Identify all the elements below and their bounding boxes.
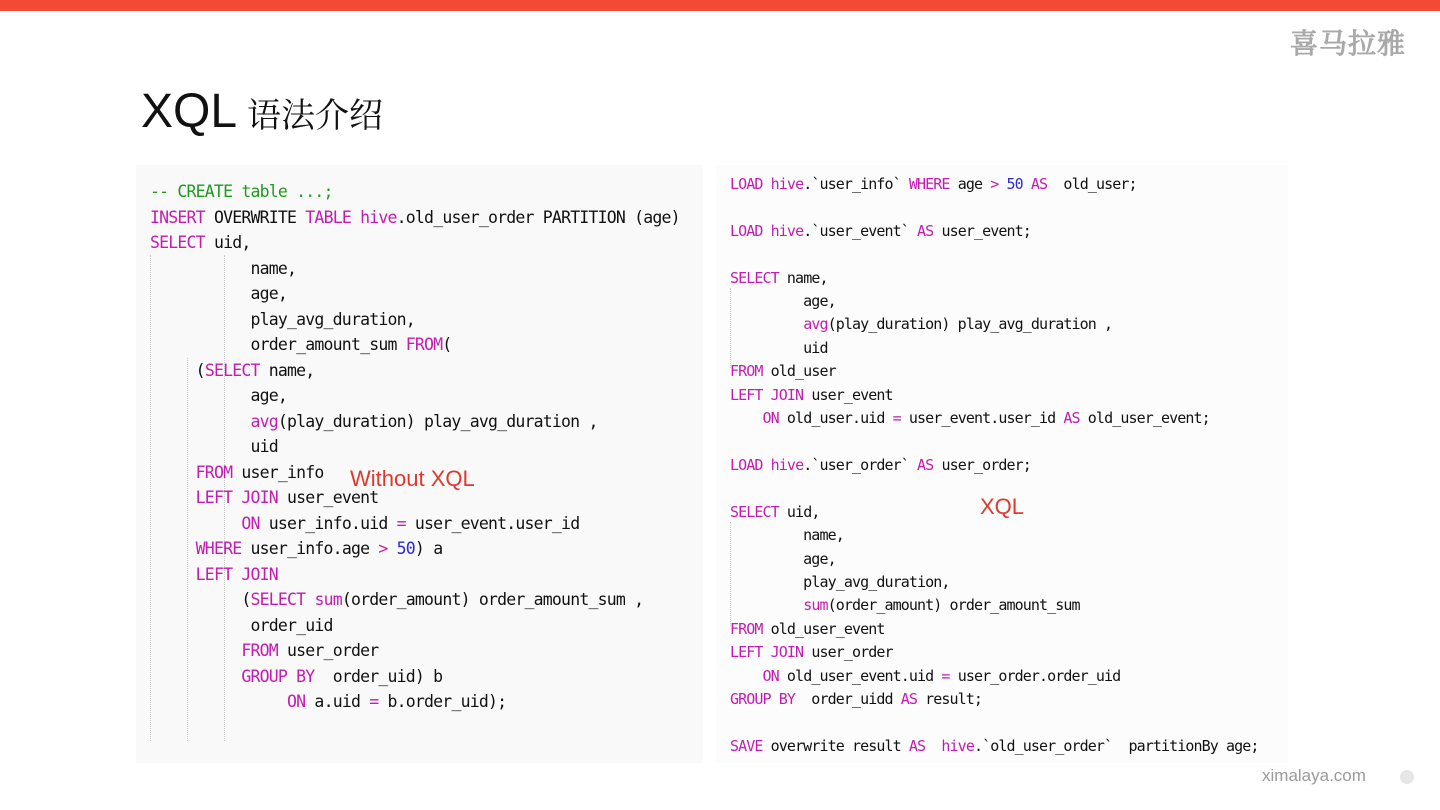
code-text: .`user_event` xyxy=(803,221,918,240)
code-text xyxy=(150,514,241,533)
sql-code-block xyxy=(150,179,680,715)
slide-title-main: XQL xyxy=(141,85,238,138)
ximalaya-logo: 喜马拉雅 xyxy=(1290,27,1407,60)
code-text: (play_duration) play_avg_duration , xyxy=(277,411,598,431)
code-text: user_info xyxy=(232,462,324,482)
code-line xyxy=(730,407,1259,430)
code-text: old_user.uid xyxy=(778,409,893,428)
code-keyword: hive xyxy=(770,455,804,474)
code-line xyxy=(150,409,680,435)
code-keyword: GROUP BY xyxy=(241,666,315,686)
code-text: (order_amount) order_amount_sum xyxy=(827,596,1080,615)
code-line xyxy=(730,688,1259,711)
code-line xyxy=(730,524,1259,547)
code-line xyxy=(730,641,1259,664)
code-text: user_info.uid xyxy=(259,513,397,533)
code-keyword: hive xyxy=(770,175,804,193)
code-text: user_event.user_id xyxy=(405,513,580,533)
code-text: age, xyxy=(150,284,288,303)
top-accent-bar xyxy=(0,0,1440,11)
code-text xyxy=(351,208,360,227)
code-text: uid, xyxy=(778,502,820,521)
code-keyword: FROM xyxy=(730,362,763,381)
code-line xyxy=(730,454,1259,477)
code-keyword: ON xyxy=(241,513,260,533)
code-line xyxy=(150,332,680,358)
code-line xyxy=(730,735,1259,758)
code-text xyxy=(763,222,771,240)
code-line xyxy=(150,358,680,384)
code-keyword: LOAD xyxy=(730,175,763,193)
code-keyword: AS xyxy=(900,689,918,708)
code-comment: -- CREATE table ...; xyxy=(150,182,333,201)
code-keyword: FROM xyxy=(730,619,763,638)
code-keyword: AS xyxy=(1030,175,1048,193)
code-text xyxy=(150,488,196,507)
code-text: ( xyxy=(150,360,205,380)
code-keyword: hive xyxy=(941,736,974,755)
code-text: age, xyxy=(730,292,836,311)
code-text: user_event xyxy=(277,488,379,507)
code-line xyxy=(150,562,680,588)
code-line xyxy=(730,430,1259,453)
code-line xyxy=(150,664,680,690)
code-text: user_event.user_id xyxy=(900,409,1064,428)
code-text xyxy=(730,315,803,333)
code-keyword: GROUP BY xyxy=(730,689,796,708)
code-keyword: ON xyxy=(287,692,306,711)
code-keyword: = xyxy=(941,666,950,685)
code-text: ( xyxy=(442,335,452,354)
code-text xyxy=(763,456,771,474)
code-keyword: avg xyxy=(803,315,828,334)
code-keyword: ON xyxy=(762,666,779,685)
code-text xyxy=(150,412,250,431)
code-text xyxy=(150,463,196,482)
code-keyword: LEFT JOIN xyxy=(730,643,804,662)
code-text: name, xyxy=(150,258,297,278)
footer-url: ximalaya.com xyxy=(1262,766,1366,785)
code-keyword: avg xyxy=(250,411,278,431)
code-keyword: TABLE xyxy=(305,207,351,227)
code-text xyxy=(925,737,941,755)
code-text: user_order xyxy=(277,641,379,660)
code-text xyxy=(150,539,196,558)
code-text: uid xyxy=(730,338,828,357)
code-keyword: hive xyxy=(360,207,397,227)
code-keyword: SELECT xyxy=(150,233,205,252)
code-keyword: > xyxy=(990,175,999,193)
code-text xyxy=(998,175,1006,193)
code-text: .old_user_order PARTITION (age) xyxy=(396,207,680,227)
code-text: old_user_event xyxy=(762,619,885,638)
code-text: result; xyxy=(917,689,983,708)
code-text: ( xyxy=(150,590,251,609)
code-line xyxy=(730,173,1259,196)
code-keyword: WHERE xyxy=(908,175,950,193)
code-keyword: LEFT JOIN xyxy=(730,385,804,404)
code-keyword: hive xyxy=(770,221,804,240)
caption-xql: XQL xyxy=(980,494,1025,519)
code-keyword: AS xyxy=(908,736,926,755)
code-text: (order_amount) order_amount_sum , xyxy=(341,590,644,609)
code-line xyxy=(730,313,1259,336)
code-keyword: INSERT xyxy=(150,207,205,227)
code-text: age, xyxy=(150,386,288,405)
code-keyword: AS xyxy=(917,221,934,240)
code-line xyxy=(730,220,1259,243)
code-line xyxy=(730,594,1259,617)
code-line xyxy=(150,307,680,333)
code-keyword: ON xyxy=(762,409,779,428)
code-text xyxy=(763,175,771,193)
code-text xyxy=(150,692,287,711)
code-keyword: LEFT JOIN xyxy=(195,564,278,584)
code-text: order_uid) b xyxy=(314,666,443,686)
code-line xyxy=(150,511,680,537)
code-text: (play_duration) play_avg_duration , xyxy=(827,315,1113,334)
code-keyword: = xyxy=(369,692,379,711)
code-text: name, xyxy=(259,360,315,380)
code-text xyxy=(150,667,241,686)
code-text: old_user_event.uid xyxy=(778,666,942,685)
code-text: old_user_event; xyxy=(1079,409,1210,428)
code-text: old_user; xyxy=(1047,175,1137,193)
code-line xyxy=(730,618,1259,641)
xql-code-block xyxy=(730,173,1259,758)
code-text: .`old_user_order` partitionBy age; xyxy=(973,736,1259,755)
code-text: uid, xyxy=(204,233,251,252)
code-keyword: LEFT JOIN xyxy=(195,488,278,507)
code-keyword: AS xyxy=(917,455,934,474)
code-number: 50 xyxy=(396,539,415,558)
code-text: play_avg_duration, xyxy=(150,309,415,329)
code-text: user_order; xyxy=(933,455,1031,474)
code-keyword: SELECT xyxy=(204,360,260,380)
code-text: user_event xyxy=(803,385,893,404)
code-text: play_avg_duration, xyxy=(730,572,950,591)
code-line xyxy=(730,337,1259,360)
code-line xyxy=(150,230,680,256)
code-line xyxy=(150,434,680,460)
code-text xyxy=(730,596,803,614)
code-line xyxy=(730,243,1259,266)
code-text: user_info.age xyxy=(241,539,379,558)
code-text: b.order_uid); xyxy=(378,692,507,711)
code-text: age, xyxy=(730,549,836,568)
code-line xyxy=(730,711,1259,734)
code-text: order_uidd xyxy=(795,689,901,708)
code-text: OVERWRITE xyxy=(204,207,306,227)
code-text: name, xyxy=(778,268,828,287)
code-line xyxy=(730,360,1259,383)
slide-title-sub: 语法介绍 xyxy=(247,96,384,136)
code-text: .`user_order` xyxy=(803,455,918,474)
code-line xyxy=(150,613,680,639)
code-panel-without-xql xyxy=(136,165,703,763)
code-text xyxy=(730,667,763,685)
code-line xyxy=(730,290,1259,313)
code-text xyxy=(150,641,241,660)
code-text: name, xyxy=(730,526,844,545)
code-keyword: SELECT xyxy=(730,268,779,287)
code-keyword: FROM xyxy=(405,335,443,354)
code-keyword: FROM xyxy=(195,462,233,482)
code-text: user_order.order_uid xyxy=(949,666,1121,685)
code-line xyxy=(730,267,1259,290)
code-text: order_uid xyxy=(150,615,333,635)
code-keyword: > xyxy=(378,539,388,558)
code-line xyxy=(730,571,1259,594)
code-text: overwrite result xyxy=(762,736,909,755)
code-text xyxy=(730,409,763,427)
code-keyword: SELECT xyxy=(250,590,306,609)
code-text: order_amount_sum xyxy=(150,335,406,354)
code-keyword: FROM xyxy=(241,641,278,660)
code-text: age xyxy=(949,175,991,193)
code-line xyxy=(150,536,680,562)
code-text xyxy=(388,539,397,558)
code-keyword: sum xyxy=(314,590,342,609)
code-keyword: AS xyxy=(1063,409,1080,428)
code-line xyxy=(150,383,680,409)
code-line xyxy=(150,638,680,664)
code-line xyxy=(150,689,680,715)
code-keyword: SELECT xyxy=(730,502,779,521)
caption-without-xql: Without XQL xyxy=(350,466,475,491)
code-text: user_order xyxy=(803,643,893,662)
code-keyword: = xyxy=(396,513,406,533)
code-line xyxy=(730,384,1259,407)
code-line xyxy=(150,281,680,307)
code-text: user_event; xyxy=(933,221,1031,240)
code-line xyxy=(730,196,1259,219)
code-line xyxy=(150,256,680,282)
code-text: uid xyxy=(150,437,278,456)
code-keyword: SAVE xyxy=(730,736,763,755)
footer-dot xyxy=(1400,770,1414,784)
code-keyword: WHERE xyxy=(195,539,242,558)
code-keyword: = xyxy=(892,409,901,428)
code-text: .`user_info` xyxy=(803,175,909,193)
code-text xyxy=(150,565,196,584)
code-text xyxy=(1023,175,1031,193)
code-keyword: sum xyxy=(803,596,828,615)
code-text: old_user xyxy=(762,362,836,381)
code-line xyxy=(150,205,680,231)
code-panel-xql xyxy=(716,165,1288,763)
code-line xyxy=(150,587,680,613)
slide-title xyxy=(141,84,383,139)
code-number: 50 xyxy=(1006,175,1023,193)
code-keyword: LOAD xyxy=(730,221,763,240)
code-keyword: LOAD xyxy=(730,455,763,474)
code-line xyxy=(730,665,1259,688)
code-text: ) a xyxy=(414,539,443,558)
code-text: a.uid xyxy=(305,692,370,711)
code-line xyxy=(730,548,1259,571)
code-line xyxy=(150,179,680,205)
